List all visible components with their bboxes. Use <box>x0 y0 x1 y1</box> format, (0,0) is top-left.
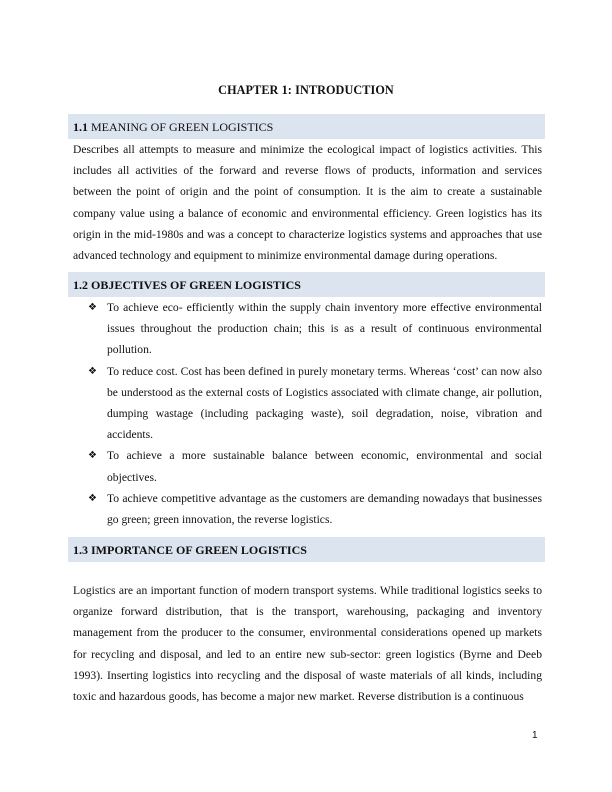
diamond-bullet-icon: ❖ <box>88 365 97 377</box>
section-heading-1-1 <box>73 120 273 134</box>
section-number: 1.2 <box>73 278 88 292</box>
section-paragraph-1-1: Describes all attempts to measure and minimize the ecological impact of logistics activities. This includes all activities of the forward and reverse flows of products, information and services between the point of origin and the point of consumption. It is the aim to create a sustainable company value using a balance of economic and environmental efficiency. Green logistics has its origin in the mid-1980s and was a concept to characterize logistics systems and approaches that use advanced technology and equipment to minimize environmental damage during operations. <box>73 143 542 263</box>
section-heading-1-2 <box>73 278 301 292</box>
diamond-bullet-icon: ❖ <box>88 492 97 504</box>
list-item <box>88 488 542 530</box>
list-item <box>88 297 542 361</box>
page-number: 1 <box>532 730 538 741</box>
diamond-bullet-icon: ❖ <box>88 450 97 462</box>
section-paragraph-1-3: Logistics are an important function of modern transport systems. While traditional logistics seeks to organize forward distribution, that is the transport, warehousing, packaging and inventory management from the producer to the consumer, environmental considerations opened up markets for recycling and disposal, and led to an entire new sub-sector: green logistics (Byrne and Deeb 1993). Inserting logistics into recycling and the disposal of waste materials of all kinds, including toxic and hazardous goods, has become a major new market. Reverse distribution is a continuous <box>73 584 542 704</box>
section-title: MEANING OF GREEN LOGISTICS <box>91 120 274 134</box>
section-number: 1.1 <box>73 120 88 134</box>
list-item-text: To achieve eco- efficiently within the supply chain inventory more effective environmental issues throughout the production chain; this is as a result of continuous environmental pollution. <box>107 301 542 357</box>
list-item <box>88 361 542 446</box>
diamond-bullet-icon: ❖ <box>88 302 97 313</box>
section-heading-1-3 <box>73 543 307 557</box>
section-title: IMPORTANCE OF GREEN LOGISTICS <box>91 543 307 557</box>
chapter-title: CHAPTER 1: INTRODUCTION <box>218 83 394 97</box>
section-title: OBJECTIVES OF GREEN LOGISTICS <box>91 278 301 292</box>
section-number: 1.3 <box>73 543 88 557</box>
list-item-text: To achieve competitive advantage as the customers are demanding nowadays that businesses go green; green innovation, the reverse logistics. <box>107 491 542 527</box>
list-item <box>88 445 542 487</box>
list-item-text: To achieve a more sustainable balance between economic, environmental and social objectives. <box>107 449 542 484</box>
objectives-list <box>88 297 542 530</box>
list-item-text: To reduce cost. Cost has been defined in purely monetary terms. Whereas ‘cost’ can now also be understood as the external costs of Logistics associated with climate change, air pollution, dumping wastage (including packaging waste), soil degradation, noise, vibration and accidents. <box>107 364 542 442</box>
